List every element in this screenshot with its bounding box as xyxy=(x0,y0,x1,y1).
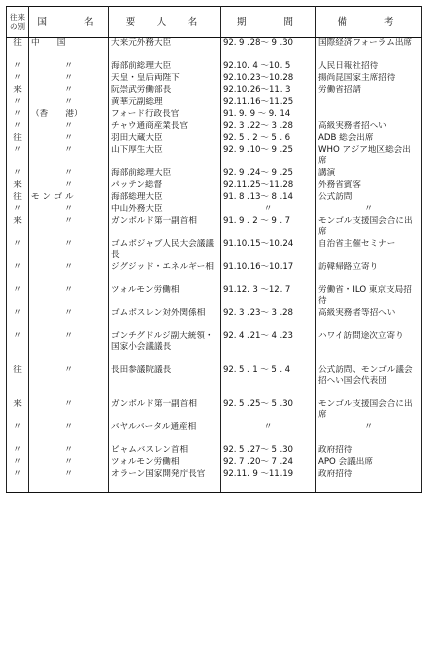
row-remarks xyxy=(316,109,422,121)
row-person: ビャムバスレン首相 xyxy=(109,445,221,457)
row-country: 〃 xyxy=(29,97,109,109)
row-person: 海部総理大臣 xyxy=(109,192,221,204)
row-country: 〃 xyxy=(29,262,109,285)
row-period: 91.12. 3 ～12. 7 xyxy=(221,285,316,308)
row-direction: 〃 xyxy=(7,204,29,216)
table-header-row xyxy=(7,7,422,38)
header-country: 国 名 xyxy=(29,7,109,38)
row-period: 92.10. 4 ～10. 5 xyxy=(221,61,316,73)
row-period: 〃 xyxy=(221,422,316,445)
table-row xyxy=(7,133,422,145)
row-direction: 往 xyxy=(7,38,29,61)
row-person: オラーン国家開発庁長官 xyxy=(109,469,221,493)
row-remarks: 講演 xyxy=(316,168,422,180)
row-country: 〃 xyxy=(29,145,109,168)
row-country: 〃 xyxy=(29,180,109,192)
row-person: 海部前総理大臣 xyxy=(109,61,221,73)
row-country: 〃 xyxy=(29,204,109,216)
row-country: 〃 xyxy=(29,121,109,133)
row-remarks: ハワイ訪問途次立寄り xyxy=(316,331,422,365)
header-direction-line1: 往来 xyxy=(10,13,25,22)
row-remarks: 公式訪問 xyxy=(316,192,422,204)
row-person: フォード行政長官 xyxy=(109,109,221,121)
table-row xyxy=(7,365,422,399)
row-person: ゴンチグドルジ副大統領・国家小会議議長 xyxy=(109,331,221,365)
row-remarks: 外務省賓客 xyxy=(316,180,422,192)
row-remarks: 高級実務者等招へい xyxy=(316,308,422,331)
row-remarks: 揚尚昆国家主席招待 xyxy=(316,73,422,85)
header-direction xyxy=(7,7,29,38)
table-row xyxy=(7,192,422,204)
table-row xyxy=(7,180,422,192)
row-direction: 〃 xyxy=(7,331,29,365)
table-row xyxy=(7,239,422,262)
row-direction: 〃 xyxy=(7,457,29,469)
row-person: チャウ通商産業長官 xyxy=(109,121,221,133)
row-period: 91. 9. 9 ～ 9. 14 xyxy=(221,109,316,121)
row-remarks: WHO アジア地区総会出席 xyxy=(316,145,422,168)
row-period: 92. 3 .23～ 3 .28 xyxy=(221,308,316,331)
row-period: 92. 7 .20～ 7 .24 xyxy=(221,457,316,469)
table-row xyxy=(7,216,422,239)
row-period: 92. 9 .10～ 9 .25 xyxy=(221,145,316,168)
table-row xyxy=(7,399,422,422)
row-period: 91.10.16～10.17 xyxy=(221,262,316,285)
row-person: ゴムボスレン対外関係相 xyxy=(109,308,221,331)
row-person: 天皇・皇后両陛下 xyxy=(109,73,221,85)
row-direction: 来 xyxy=(7,399,29,422)
row-person: 山下厚生大臣 xyxy=(109,145,221,168)
row-period: 92.11. 9 ～11.19 xyxy=(221,469,316,493)
table-row xyxy=(7,85,422,97)
row-period: 92. 9 .24～ 9 .25 xyxy=(221,168,316,180)
row-person: 中山外務大臣 xyxy=(109,204,221,216)
row-country: 〃 xyxy=(29,331,109,365)
row-country: 〃 xyxy=(29,469,109,493)
row-country: 中 国 xyxy=(29,38,109,61)
row-person: ガンボルド第一副首相 xyxy=(109,216,221,239)
row-direction: 〃 xyxy=(7,262,29,285)
row-direction: 〃 xyxy=(7,73,29,85)
row-period: 91. 9 . 2 ～ 9 . 7 xyxy=(221,216,316,239)
table-row xyxy=(7,422,422,445)
table-row xyxy=(7,262,422,285)
row-period: 92.11.25～11.28 xyxy=(221,180,316,192)
header-remarks: 備 考 xyxy=(316,7,422,38)
row-person: ジグジッド・エネルギー相 xyxy=(109,262,221,285)
table-row xyxy=(7,38,422,61)
row-direction: 〃 xyxy=(7,61,29,73)
row-country: 〃 xyxy=(29,457,109,469)
row-country: 〃 xyxy=(29,285,109,308)
row-person: 阮崇武労働部長 xyxy=(109,85,221,97)
row-person: 長田参議院議長 xyxy=(109,365,221,399)
row-direction: 往 xyxy=(7,133,29,145)
row-direction: 〃 xyxy=(7,308,29,331)
table-row xyxy=(7,331,422,365)
row-country: 〃 xyxy=(29,445,109,457)
row-direction: 〃 xyxy=(7,97,29,109)
row-country: 〃 xyxy=(29,133,109,145)
row-remarks: モンゴル支援国会合に出席 xyxy=(316,399,422,422)
row-person: 羽田大蔵大臣 xyxy=(109,133,221,145)
table-row xyxy=(7,457,422,469)
row-person: 黄華元副総理 xyxy=(109,97,221,109)
row-period: 92. 4 .21～ 4 .23 xyxy=(221,331,316,365)
row-person: ツォルモン労働相 xyxy=(109,457,221,469)
row-period: 92. 5 . 1 ～ 5 . 4 xyxy=(221,365,316,399)
row-period: 91. 8 .13～ 8 .14 xyxy=(221,192,316,204)
row-direction: 〃 xyxy=(7,121,29,133)
header-direction-line2: の別 xyxy=(10,22,25,31)
row-remarks: 国際経済フォーラム出席 xyxy=(316,38,422,61)
table-row xyxy=(7,73,422,85)
row-person: バヤルバータル通産相 xyxy=(109,422,221,445)
row-remarks: APO 会議出席 xyxy=(316,457,422,469)
row-direction: 〃 xyxy=(7,145,29,168)
table-row xyxy=(7,285,422,308)
row-remarks: 労働省・ILO 東京支局招待 xyxy=(316,285,422,308)
row-direction: 往 xyxy=(7,365,29,399)
row-country: （香 港） xyxy=(29,109,109,121)
table-row xyxy=(7,204,422,216)
row-remarks: 労働省招請 xyxy=(316,85,422,97)
row-country: 〃 xyxy=(29,365,109,399)
row-remarks: 〃 xyxy=(316,422,422,445)
row-country: 〃 xyxy=(29,239,109,262)
row-period: 91.10.15～10.24 xyxy=(221,239,316,262)
table-row xyxy=(7,145,422,168)
header-period: 期 間 xyxy=(221,7,316,38)
row-remarks: 〃 xyxy=(316,204,422,216)
row-person: 大来元外務大臣 xyxy=(109,38,221,61)
row-person: ゴムボジャブ人民大会議議長 xyxy=(109,239,221,262)
table-row xyxy=(7,61,422,73)
row-remarks: 政府招待 xyxy=(316,445,422,457)
table-row xyxy=(7,445,422,457)
row-country: 〃 xyxy=(29,85,109,97)
row-country: 〃 xyxy=(29,422,109,445)
row-remarks: 政府招待 xyxy=(316,469,422,493)
visits-table xyxy=(6,6,422,493)
row-remarks: 人民日報社招待 xyxy=(316,61,422,73)
row-period: 92. 9 .28～ 9 .30 xyxy=(221,38,316,61)
row-person: 海部前総理大臣 xyxy=(109,168,221,180)
row-remarks: 訪韓帰路立寄り xyxy=(316,262,422,285)
row-remarks: 高級実務者招へい xyxy=(316,121,422,133)
row-direction: 来 xyxy=(7,180,29,192)
row-period: 92. 5 .27～ 5 .30 xyxy=(221,445,316,457)
table-row xyxy=(7,109,422,121)
row-direction: 往 xyxy=(7,192,29,204)
row-direction: 〃 xyxy=(7,445,29,457)
row-direction: 〃 xyxy=(7,422,29,445)
row-person: ツォルモン労働相 xyxy=(109,285,221,308)
row-remarks: ADB 総会出席 xyxy=(316,133,422,145)
row-period: 〃 xyxy=(221,204,316,216)
table-row xyxy=(7,121,422,133)
table-body xyxy=(7,38,422,493)
row-period: 92.11.16～11.25 xyxy=(221,97,316,109)
row-country: 〃 xyxy=(29,73,109,85)
row-direction: 〃 xyxy=(7,109,29,121)
row-period: 92. 3 .22～ 3 .28 xyxy=(221,121,316,133)
row-person: ガンボルド第一副首相 xyxy=(109,399,221,422)
row-direction: 来 xyxy=(7,85,29,97)
table-row xyxy=(7,308,422,331)
row-country: 〃 xyxy=(29,216,109,239)
row-country: 〃 xyxy=(29,308,109,331)
row-period: 92. 5 .25～ 5 .30 xyxy=(221,399,316,422)
row-remarks: 公式訪問、モンゴル議会招へい国会代表団 xyxy=(316,365,422,399)
row-period: 92.10.26～11. 3 xyxy=(221,85,316,97)
row-period: 92.10.23～10.28 xyxy=(221,73,316,85)
row-direction: 〃 xyxy=(7,469,29,493)
row-direction: 〃 xyxy=(7,239,29,262)
row-direction: 〃 xyxy=(7,168,29,180)
table-row xyxy=(7,469,422,493)
row-remarks: 自治省主催セミナー xyxy=(316,239,422,262)
table-row xyxy=(7,97,422,109)
row-direction: 〃 xyxy=(7,285,29,308)
row-country: 〃 xyxy=(29,399,109,422)
row-direction: 来 xyxy=(7,216,29,239)
row-country: 〃 xyxy=(29,168,109,180)
table-row xyxy=(7,168,422,180)
row-country: 〃 xyxy=(29,61,109,73)
row-remarks: モンゴル支援国会合に出席 xyxy=(316,216,422,239)
row-period: 92. 5 . 2 ～ 5 . 6 xyxy=(221,133,316,145)
header-person: 要 人 名 xyxy=(109,7,221,38)
row-country: モ ン ゴ ル xyxy=(29,192,109,204)
row-remarks xyxy=(316,97,422,109)
row-person: パッテン総督 xyxy=(109,180,221,192)
